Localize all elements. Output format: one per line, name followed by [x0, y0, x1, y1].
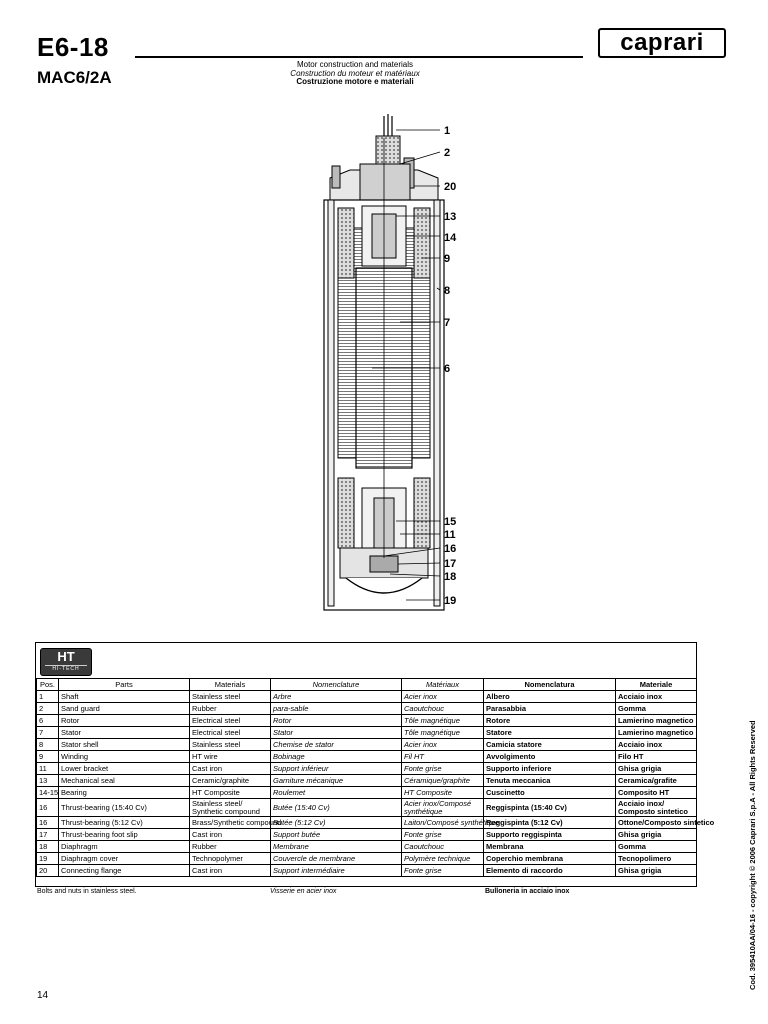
cell-materiale: Filo HT: [616, 751, 697, 763]
caption-fr: Construction du moteur et matériaux: [290, 68, 420, 78]
table-row: [37, 739, 697, 751]
cell-nomenclatura: Tenuta meccanica: [484, 775, 616, 787]
callout-18: 18: [444, 571, 457, 583]
cell-materiaux: Acier inox: [402, 739, 484, 751]
badge-main-text: HT: [57, 649, 75, 664]
cell-part: Shaft: [59, 691, 190, 703]
callout-7: 7: [444, 317, 451, 329]
cell-pos: 20: [37, 865, 59, 877]
cell-part: Mechanical seal: [59, 775, 190, 787]
section-captions: [250, 61, 460, 87]
cell-materiale: Acciaio inox: [616, 739, 697, 751]
cell-nomenclature: para-sable: [271, 703, 402, 715]
model-title: E6-18: [37, 32, 109, 62]
cell-material: Electrical steel: [190, 727, 271, 739]
cell-nomenclatura: Membrana: [484, 841, 616, 853]
cell-nomenclatura: Avvolgimento: [484, 751, 616, 763]
cell-nomenclature: Stator: [271, 727, 402, 739]
cell-material: Cast iron: [190, 763, 271, 775]
cell-pos: 11: [37, 763, 59, 775]
cell-materiaux: Fonte grise: [402, 763, 484, 775]
table-row: [37, 841, 697, 853]
cell-materiaux: Acier inox: [402, 691, 484, 703]
cell-nomenclature: Couvercle de membrane: [271, 853, 402, 865]
cell-materiaux: Laiton/Composé synthétique: [402, 817, 484, 829]
cell-material: Electrical steel: [190, 715, 271, 727]
cell-part: Stator shell: [59, 739, 190, 751]
cell-materiale: Composito HT: [616, 787, 697, 799]
cell-nomenclatura: Rotore: [484, 715, 616, 727]
cell-materiale: Gomma: [616, 841, 697, 853]
cell-nomenclatura: Reggispinta (5:12 Cv): [484, 817, 616, 829]
cell-nomenclatura: Cuscinetto: [484, 787, 616, 799]
cell-nomenclatura: Camicia statore: [484, 739, 616, 751]
motor-drawing: [324, 114, 444, 610]
caption-en: Motor construction and materials: [296, 60, 414, 69]
callout-15: 15: [444, 516, 457, 528]
note-italian: Bulloneria in acciaio inox: [485, 888, 570, 895]
cell-pos: 7: [37, 727, 59, 739]
col-header-nomenclatura-it: Nomenclatura: [484, 679, 616, 691]
cell-part: Sand guard: [59, 703, 190, 715]
col-header-materiaux: Matériaux: [402, 679, 484, 691]
table-row: [37, 727, 697, 739]
cell-nomenclatura: Supporto reggispinta: [484, 829, 616, 841]
cell-materiale: Acciaio inox: [616, 691, 697, 703]
cell-materiaux: HT Composite: [402, 787, 484, 799]
cell-materiaux: Caoutchouc: [402, 703, 484, 715]
cell-pos: 16: [37, 817, 59, 829]
table-row: [37, 763, 697, 775]
note-english: Bolts and nuts in stainless steel.: [37, 888, 137, 895]
cell-part: Lower bracket: [59, 763, 190, 775]
cell-materiaux: Fonte grise: [402, 829, 484, 841]
table-row: [37, 817, 697, 829]
table-row: [37, 691, 697, 703]
cell-material: Technopolymer: [190, 853, 271, 865]
table-row: [37, 853, 697, 865]
col-header-nomenclature-fr: Nomenclature: [271, 679, 402, 691]
cell-material: Stainless steel/ Synthetic compound: [190, 799, 271, 817]
table-row: [37, 787, 697, 799]
cell-pos: 13: [37, 775, 59, 787]
cell-material: Rubber: [190, 703, 271, 715]
callout-11: 11: [444, 529, 456, 541]
cell-nomenclature: Butée (5:12 Cv): [271, 817, 402, 829]
cell-nomenclature: Membrane: [271, 841, 402, 853]
cell-nomenclatura: Elemento di raccordo: [484, 865, 616, 877]
table-row: [37, 829, 697, 841]
cell-materiaux: Céramique/graphite: [402, 775, 484, 787]
cell-pos: 17: [37, 829, 59, 841]
cell-materiaux: Fil HT: [402, 751, 484, 763]
table-row: [37, 865, 697, 877]
cell-part: Winding: [59, 751, 190, 763]
table-body: [37, 691, 715, 877]
cell-part: Diaphragm cover: [59, 853, 190, 865]
brand-logo: caprari: [598, 28, 726, 58]
cell-material: Rubber: [190, 841, 271, 853]
cell-nomenclature: Bobinage: [271, 751, 402, 763]
callout-13: 13: [444, 211, 457, 223]
table-header-row: [37, 679, 697, 691]
cell-material: Brass/Synthetic compound: [190, 817, 271, 829]
callout-8: 8: [444, 285, 451, 297]
callout-9: 9: [444, 253, 451, 265]
cell-pos: 2: [37, 703, 59, 715]
cell-nomenclature: Support intermédiaire: [271, 865, 402, 877]
ht-hitech-badge: [40, 648, 92, 676]
cell-material: Cast iron: [190, 829, 271, 841]
note-french: Visserie en acier inox: [270, 888, 337, 895]
cell-materiaux: Tôle magnétique: [402, 727, 484, 739]
cell-part: Thrust-bearing (5:12 Cv): [59, 817, 190, 829]
table-row: [37, 703, 697, 715]
cell-part: Thrust-bearing foot slip: [59, 829, 190, 841]
caption-it: Costruzione motore e materiali: [296, 77, 414, 86]
table-row: [37, 751, 697, 763]
cell-materiale: Ghisa grigia: [616, 763, 697, 775]
callout-17: 17: [444, 558, 457, 570]
cell-nomenclature: Support butée: [271, 829, 402, 841]
callout-20: 20: [444, 181, 457, 193]
cell-part: Connecting flange: [59, 865, 190, 877]
table-row: [37, 775, 697, 787]
cell-materiale: Tecnopolimero: [616, 853, 697, 865]
cell-part: Stator: [59, 727, 190, 739]
cell-nomenclatura: Supporto inferiore: [484, 763, 616, 775]
callout-6: 6: [444, 363, 451, 375]
col-header-materials: Materials: [190, 679, 271, 691]
cell-material: HT Composite: [190, 787, 271, 799]
page-number: 14: [37, 990, 49, 1001]
cell-material: Stainless steel: [190, 691, 271, 703]
cell-pos: 8: [37, 739, 59, 751]
cell-part: Rotor: [59, 715, 190, 727]
cell-nomenclatura: Albero: [484, 691, 616, 703]
cell-part: Diaphragm: [59, 841, 190, 853]
cell-nomenclature: Support inférieur: [271, 763, 402, 775]
cell-nomenclature: Butée (15:40 Cv): [271, 799, 402, 817]
cell-nomenclature: Chemise de stator: [271, 739, 402, 751]
cell-materiaux: Fonte grise: [402, 865, 484, 877]
cell-materiaux: Acier inox/Composé synthétique: [402, 799, 484, 817]
cell-materiaux: Polymère technique: [402, 853, 484, 865]
cell-nomenclatura: Reggispinta (15:40 Cv): [484, 799, 616, 817]
cell-materiale: Ghisa grigia: [616, 829, 697, 841]
cell-materiale: Lamierino magnetico: [616, 715, 697, 727]
cell-materiale: Lamierino magnetico: [616, 727, 697, 739]
cell-part: Thrust-bearing (15:40 Cv): [59, 799, 190, 817]
cell-material: Stainless steel: [190, 739, 271, 751]
cell-nomenclatura: Statore: [484, 727, 616, 739]
table-row: [37, 799, 697, 817]
cell-nomenclatura: Parasabbia: [484, 703, 616, 715]
cell-material: HT wire: [190, 751, 271, 763]
cell-nomenclature: Arbre: [271, 691, 402, 703]
cell-pos: 19: [37, 853, 59, 865]
cell-material: Cast iron: [190, 865, 271, 877]
copyright-notice: Cod. 395410AA/04-16 - copyright © 2006 Caprari S.p.A - All Rights Reserved: [748, 720, 757, 990]
col-header-materiale: Materiale: [616, 679, 697, 691]
callout-19: 19: [444, 595, 457, 607]
cell-nomenclatura: Coperchio membrana: [484, 853, 616, 865]
header-rule: [135, 56, 583, 58]
cell-materiale: Acciaio inox/ Composto sintetico: [616, 799, 697, 817]
table-row: [37, 715, 697, 727]
callout-14: 14: [444, 232, 457, 244]
cell-nomenclature: Roulemet: [271, 787, 402, 799]
cell-materiaux: Caoutchouc: [402, 841, 484, 853]
cell-materiale: Ottone/Composto sintetico: [616, 817, 697, 829]
cell-pos: 6: [37, 715, 59, 727]
cell-pos: 16: [37, 799, 59, 817]
cell-pos: 1: [37, 691, 59, 703]
cell-nomenclature: Garniture mécanique: [271, 775, 402, 787]
callout-labels: [444, 125, 457, 607]
callout-2: 2: [444, 147, 451, 159]
cell-materiaux: Tôle magnétique: [402, 715, 484, 727]
cell-materiale: Ghisa grigia: [616, 865, 697, 877]
cell-nomenclature: Rotor: [271, 715, 402, 727]
motor-subtitle: MAC6/2A: [37, 68, 112, 87]
cell-materiale: Ceramica/grafite: [616, 775, 697, 787]
parts-materials-table: [36, 678, 715, 877]
cell-materiale: Gomma: [616, 703, 697, 715]
col-header-parts: Parts: [59, 679, 190, 691]
cell-pos: 9: [37, 751, 59, 763]
callout-1: 1: [444, 125, 451, 137]
col-header-pos: Pos.: [37, 679, 59, 691]
callout-16: 16: [444, 543, 457, 555]
cell-pos: 18: [37, 841, 59, 853]
cell-part: Bearing: [59, 787, 190, 799]
motor-cross-section-diagram: [300, 108, 470, 618]
cell-pos: 14-15: [37, 787, 59, 799]
cell-material: Ceramic/graphite: [190, 775, 271, 787]
badge-sub-text: HI-TECH: [45, 665, 87, 673]
